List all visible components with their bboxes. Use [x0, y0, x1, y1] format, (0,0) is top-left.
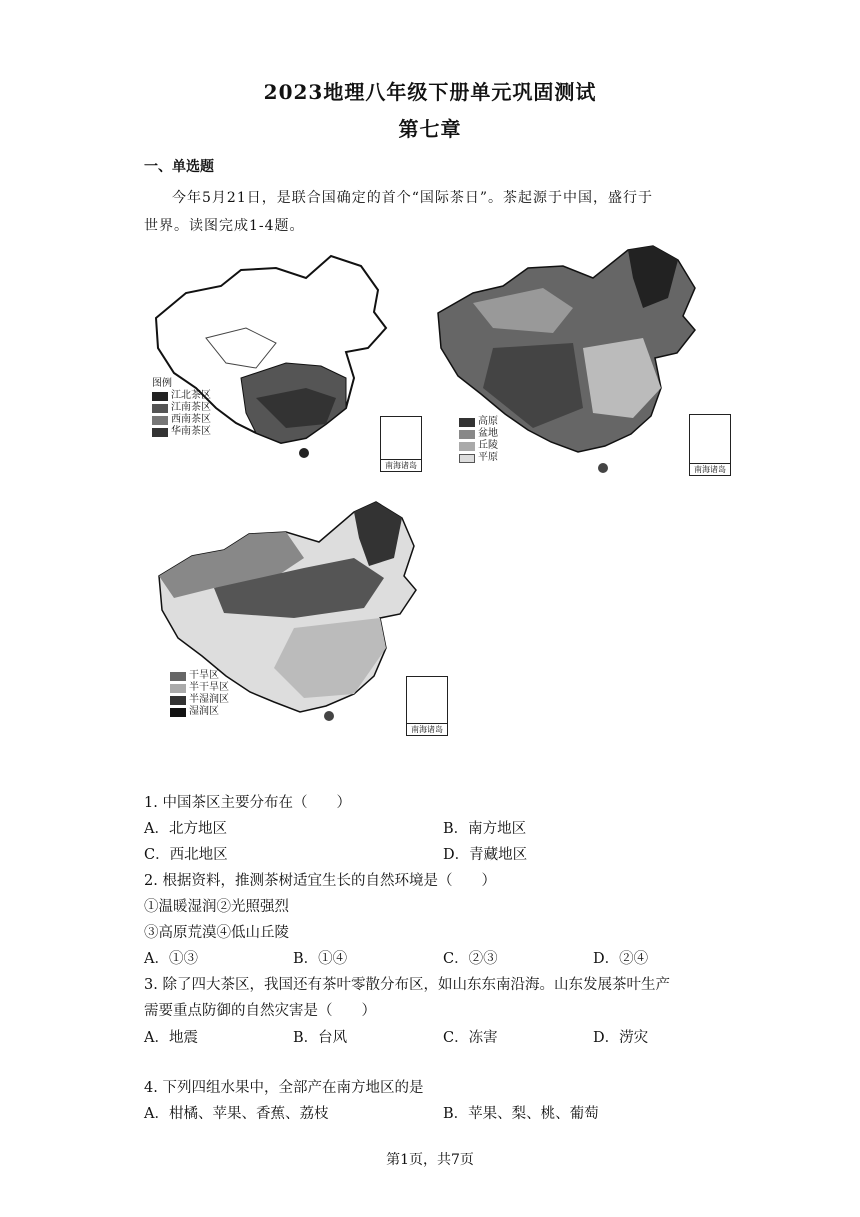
- question-4-stem: 4. 下列四组水果中，全部产在南方地区的是: [144, 1080, 424, 1096]
- q3-option-b[interactable]: B．台风: [293, 1030, 348, 1046]
- legend-label: 高原: [478, 416, 498, 427]
- inset-label: 南海诸岛: [407, 723, 447, 735]
- legend-label: 湿润区: [189, 706, 219, 717]
- legend-item: [152, 402, 211, 414]
- q3-option-a[interactable]: A．地震: [144, 1030, 198, 1046]
- legend-swatch: [152, 416, 168, 425]
- page-footer: 第1页，共7页: [386, 1152, 474, 1168]
- legend-swatch: [152, 404, 168, 413]
- q2-statement-line1: ①温暖湿润②光照强烈: [144, 899, 289, 915]
- intro-paragraph-line1: 今年5月21日，是联合国确定的首个“国际茶日”。茶起源于中国，盛行于: [172, 190, 654, 206]
- legend-label: 干旱区: [189, 670, 219, 681]
- legend-item: [459, 440, 498, 452]
- legend-label: 西南茶区: [171, 414, 211, 425]
- question-3-stem-line1: 3. 除了四大茶区，我国还有茶叶零散分布区，如山东东南沿海。山东发展茶叶生产: [144, 977, 670, 993]
- legend-item: [170, 682, 229, 694]
- legend-item: [170, 706, 229, 718]
- legend-item: [459, 452, 498, 464]
- legend-item: [170, 670, 229, 682]
- legend-label: 半湿润区: [189, 694, 229, 705]
- q2-option-a[interactable]: A．①③: [144, 951, 198, 967]
- map2-legend: [459, 416, 498, 464]
- legend-swatch: [459, 430, 475, 439]
- legend-item: [152, 414, 211, 426]
- legend-item: [170, 694, 229, 706]
- question-3-stem-line2: 需要重点防御的自然灾害是（ ）: [144, 1003, 376, 1019]
- inset-label: 南海诸岛: [381, 459, 421, 471]
- south-sea-inset: [406, 676, 448, 736]
- section-heading: 一、单选题: [144, 159, 214, 175]
- q2-statement-line2: ③高原荒漠④低山丘陵: [144, 925, 289, 941]
- legend-title: 图例: [152, 378, 172, 389]
- map-dry-wet-regions: [154, 498, 450, 738]
- q1-option-b[interactable]: B．南方地区: [443, 821, 527, 837]
- legend-item: [152, 426, 211, 438]
- q2-option-c[interactable]: C．②③: [443, 951, 498, 967]
- legend-item: [459, 428, 498, 440]
- legend-swatch: [170, 684, 186, 693]
- document-title: 2023地理八年级下册单元巩固测试: [263, 80, 597, 104]
- legend-swatch: [152, 392, 168, 401]
- inset-label: 南海诸岛: [690, 463, 730, 475]
- legend-swatch: [152, 428, 168, 437]
- legend-label: 华南茶区: [171, 426, 211, 437]
- map-terrain: [433, 238, 733, 478]
- question-1-stem: 1. 中国茶区主要分布在（ ）: [144, 795, 351, 811]
- chapter-title: 第七章: [398, 117, 462, 141]
- legend-item: [459, 416, 498, 428]
- legend-label: 江南茶区: [171, 402, 211, 413]
- legend-swatch: [459, 454, 475, 463]
- q1-option-a[interactable]: A．北方地区: [144, 821, 227, 837]
- q1-option-c[interactable]: C．西北地区: [144, 847, 228, 863]
- south-sea-inset: [689, 414, 731, 476]
- legend-label: 江北茶区: [171, 390, 211, 401]
- q4-option-b[interactable]: B．苹果、梨、桃、葡萄: [443, 1106, 599, 1122]
- legend-swatch: [170, 672, 186, 681]
- legend-label: 平原: [478, 452, 498, 463]
- legend-label: 丘陵: [478, 440, 498, 451]
- q3-option-c[interactable]: C．冻害: [443, 1030, 498, 1046]
- q4-option-a[interactable]: A．柑橘、苹果、香蕉、荔枝: [144, 1106, 329, 1122]
- map1-legend: [152, 378, 211, 438]
- q3-option-d[interactable]: D．涝灾: [593, 1030, 649, 1046]
- map3-legend: [170, 670, 229, 718]
- map-tea-regions: [146, 248, 426, 470]
- legend-label: 半干旱区: [189, 682, 229, 693]
- legend-item: [152, 390, 211, 402]
- legend-swatch: [170, 708, 186, 717]
- legend-label: 盆地: [478, 428, 498, 439]
- q1-option-d[interactable]: D．青藏地区: [443, 847, 528, 863]
- q2-option-b[interactable]: B．①④: [293, 951, 348, 967]
- q2-option-d[interactable]: D．②④: [593, 951, 649, 967]
- legend-swatch: [459, 418, 475, 427]
- intro-paragraph-line2: 世界。读图完成1-4题。: [144, 218, 305, 234]
- south-sea-inset: [380, 416, 422, 472]
- question-2-stem: 2. 根据资料，推测茶树适宜生长的自然环境是（ ）: [144, 873, 496, 889]
- legend-swatch: [459, 442, 475, 451]
- legend-swatch: [170, 696, 186, 705]
